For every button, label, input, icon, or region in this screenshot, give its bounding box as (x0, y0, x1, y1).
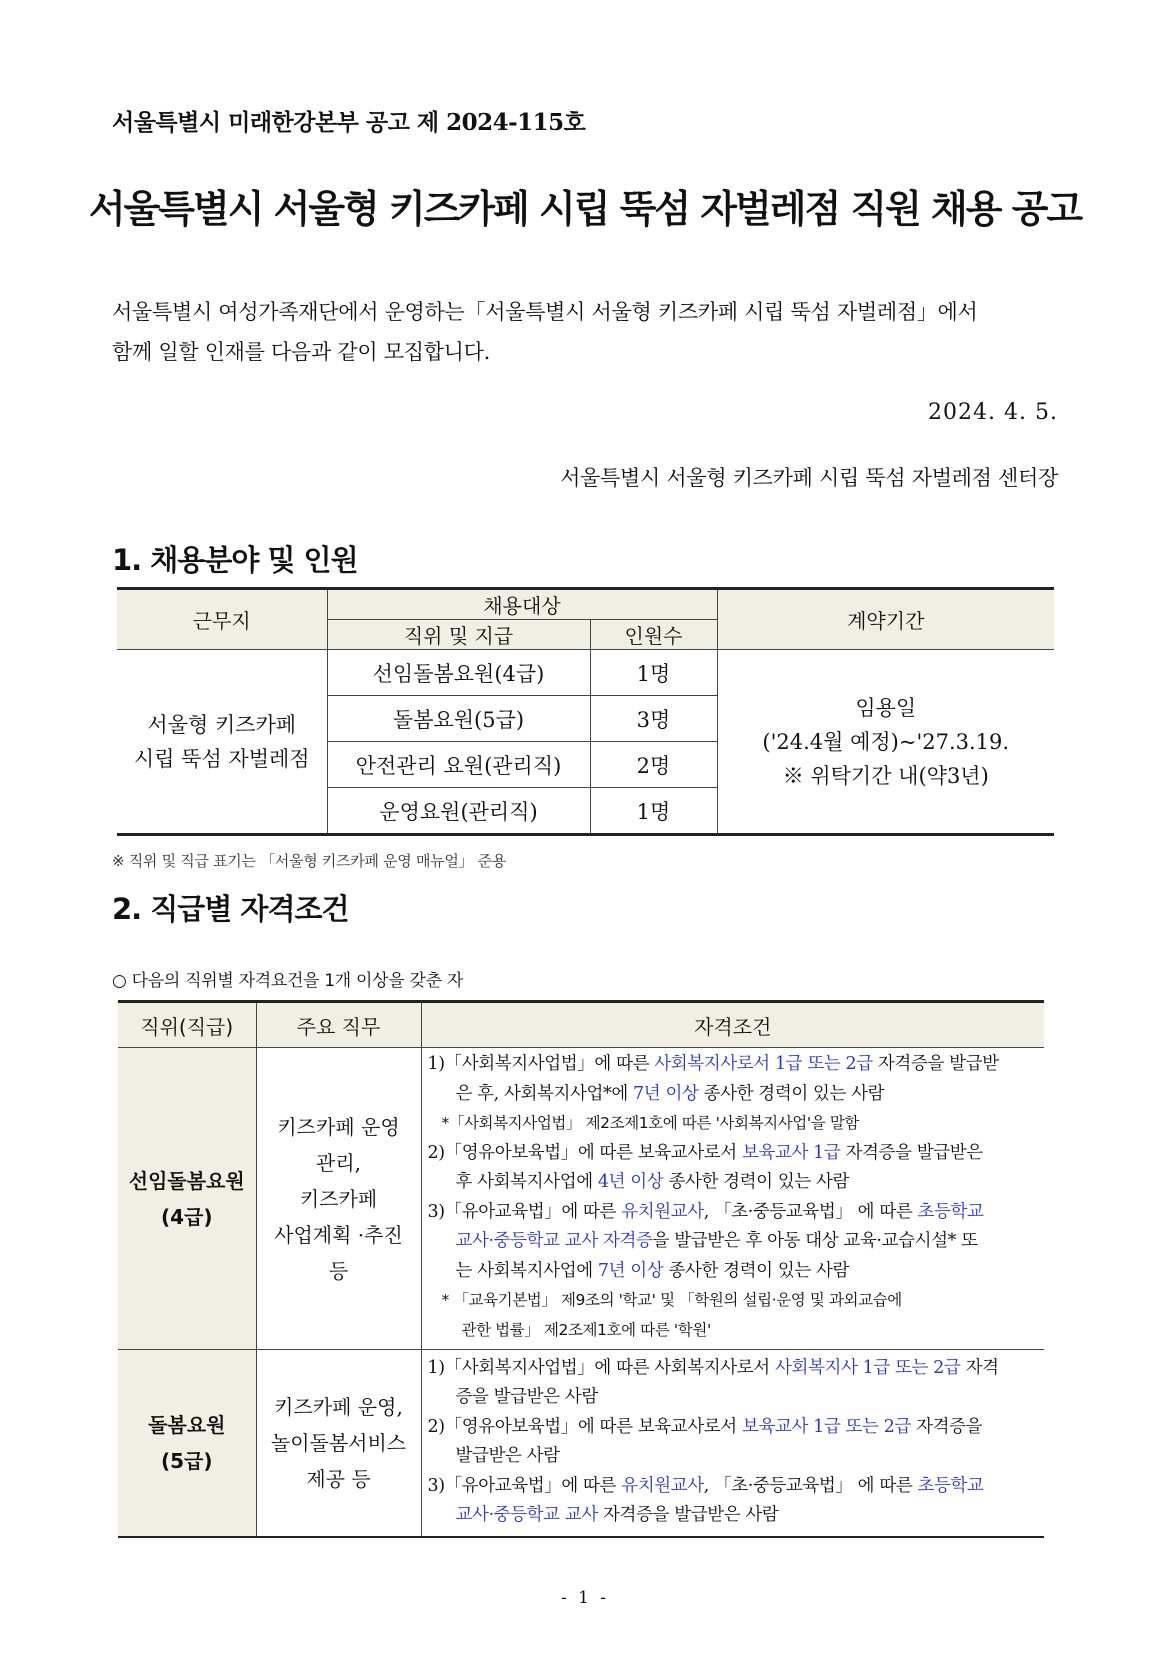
duty-line: 제공 등 (306, 1467, 371, 1491)
table-row (118, 1350, 1044, 1538)
text-segment: 관한 법률」 제2조제1호에 따른 '학원' (461, 1320, 711, 1339)
highlighted-text: 유치원교사 (621, 1475, 704, 1496)
table-row (117, 650, 1054, 696)
duty-line: 키즈카페 운영 (277, 1114, 400, 1139)
duty-line: 키즈카페 운영, (274, 1395, 403, 1419)
position-cell: 운영요원(관리직) (327, 788, 590, 835)
text-segment: 3)「유아교육법」에 따른 (427, 1475, 622, 1496)
table-row (118, 1048, 1044, 1350)
text-segment: 2)「영유아보육법」에 따른 보육교사로서 (427, 1416, 742, 1437)
qualification-line (428, 1050, 1041, 1080)
text-segment: 자격증을 발급받은 사람 (597, 1505, 779, 1525)
qualification-line (428, 1139, 1041, 1169)
header-position-grade: 직위(직급) (118, 1002, 256, 1048)
position-cell: 선임돌봄요원(4급) (327, 650, 590, 696)
text-segment: 자격증을 (910, 1416, 983, 1437)
highlighted-text: 7년 이상 (633, 1083, 699, 1104)
page-number: - 1 - (560, 1588, 610, 1608)
recruitment-table (117, 587, 1054, 836)
qualification-line (428, 1442, 1041, 1472)
count-cell: 1명 (590, 650, 717, 696)
text-segment: *「사회복지사업법」 제2조제1호에 따른 '사회복지사업'을 말함 (441, 1114, 859, 1132)
text-segment: 3)「유아교육법」에 따른 (427, 1201, 622, 1222)
highlighted-text: 7년 이상 (597, 1260, 664, 1281)
document-title: 서울특별시 서울형 키즈카페 시립 뚝섬 자벌레점 직원 채용 공고 (88, 187, 1082, 231)
contract-cell: 임용일 ('24.4월 예정)~'27.3.19. ※ 위탁기간 내(약3년) (717, 650, 1054, 835)
qualification-line (428, 1168, 1041, 1198)
qualification-intro: ○ 다음의 직위별 자격요건을 1개 이상을 갖춘 자 (112, 971, 463, 991)
text-segment: 2)「영유아보육법」에 따른 보육교사로서 (427, 1142, 742, 1163)
highlighted-text: 4년 이상 (597, 1172, 664, 1192)
highlighted-text: 초등학교 (917, 1475, 984, 1496)
qualification-line (428, 1080, 1041, 1110)
notice-date: 2024. 4. 5. (928, 400, 1058, 425)
intro-paragraph (112, 292, 1062, 372)
workplace-cell: 서울형 키즈카페 시립 뚝섬 자벌레점 (117, 650, 327, 835)
text-segment: , 「초·중등교육법」 에 따른 (703, 1475, 918, 1496)
text-segment: 자격증을 발급받은 (840, 1142, 983, 1163)
qualification-line (428, 1354, 1041, 1384)
qualification-line (428, 1413, 1041, 1443)
qualification-line (428, 1286, 1041, 1316)
position-cell: 돌봄요원(5급) (327, 696, 590, 742)
count-cell: 1명 (590, 788, 717, 835)
count-cell: 3명 (590, 696, 717, 742)
text-segment: 종사한 경력이 있는 사람 (698, 1083, 885, 1104)
duty-cell (256, 1350, 421, 1538)
header-position: 직위 및 지급 (327, 620, 590, 650)
header-target: 채용대상 (327, 589, 717, 620)
text-segment: 자격 (960, 1357, 999, 1378)
position-cell: 선임돌봄요원 (4급) (118, 1048, 256, 1350)
duty-line: 등 (328, 1258, 349, 1283)
text-segment: * 「교육기본법」 제9조의 '학교' 및 「학원의 설립·운영 및 과외교습에 (441, 1291, 902, 1309)
highlighted-text: 교사·중등학교 교사 (455, 1505, 598, 1525)
header-contract: 계약기간 (717, 589, 1054, 650)
highlighted-text: 교사·중등학교 교사 자격증 (455, 1231, 653, 1251)
section-1-heading: 1. 채용분야 및 인원 (112, 543, 358, 577)
text-segment: 종사한 경력이 있는 사람 (663, 1260, 849, 1281)
position-cell: 안전관리 요원(관리직) (327, 742, 590, 788)
qualification-line (428, 1383, 1041, 1413)
intro-line-2: 함께 일할 인재를 다음과 같이 모집합니다. (112, 340, 491, 364)
section-2-heading: 2. 직급별 자격조건 (112, 892, 349, 926)
text-segment: 증을 발급받은 사람 (455, 1387, 598, 1407)
text-segment: 은 후, 사회복지사업*에 (455, 1083, 634, 1104)
table-footnote: ※ 직위 및 직급 표기는 「서울형 키즈카페 운영 매뉴얼」 준용 (112, 852, 507, 870)
qualification-line (428, 1109, 1041, 1139)
text-segment: 을 발급받은 후 아동 대상 교육·교습시설* 또 (652, 1231, 978, 1251)
intro-line-1: 서울특별시 여성가족재단에서 운영하는「서울특별시 서울형 키즈카페 시립 뚝섬 자벌레점」에서 (112, 300, 978, 324)
duty-line: 사업계획 ·추진 (274, 1222, 403, 1247)
notice-number: 서울특별시 미래한강본부 공고 제 2024-115호 (112, 109, 586, 136)
qualification-line (428, 1227, 1041, 1257)
text-segment: 발급받은 사람 (455, 1446, 560, 1466)
highlighted-text: 유치원교사 (621, 1201, 704, 1222)
qualification-cell (421, 1350, 1044, 1538)
highlighted-text: 초등학교 (917, 1201, 984, 1222)
qualification-cell (421, 1048, 1044, 1350)
qualification-line (428, 1316, 1041, 1346)
position-cell: 돌봄요원 (5급) (118, 1350, 256, 1538)
highlighted-text: 보육교사 1급 또는 2급 (741, 1416, 911, 1437)
header-count: 인원수 (590, 620, 717, 650)
qualification-line (428, 1501, 1041, 1531)
text-segment: 종사한 경력이 있는 사람 (663, 1172, 849, 1192)
text-segment: 1)「사회복지사업법」에 따른 사회복지사로서 (427, 1357, 775, 1378)
header-workplace: 근무지 (117, 589, 327, 650)
highlighted-text: 사회복지사로서 1급 또는 2급 (654, 1054, 873, 1074)
highlighted-text: 사회복지사 1급 또는 2급 (774, 1357, 961, 1378)
duty-line: 놀이돌봄서비스 (270, 1431, 407, 1455)
duty-line: 관리, (316, 1150, 361, 1175)
text-segment: , 「초·중등교육법」 에 따른 (703, 1201, 918, 1222)
text-segment: 는 사회복지사업에 (455, 1260, 598, 1281)
highlighted-text: 보육교사 1급 (741, 1142, 841, 1163)
header-qualification: 자격조건 (421, 1002, 1044, 1048)
text-segment: 1)「사회복지사업법」에 따른 (427, 1054, 655, 1074)
text-segment: 후 사회복지사업에 (455, 1172, 598, 1192)
qualification-line (428, 1198, 1041, 1228)
duty-cell (256, 1048, 421, 1350)
text-segment: 자격증을 발급받 (872, 1054, 999, 1074)
header-main-duty: 주요 직무 (256, 1002, 421, 1048)
qualification-line (428, 1472, 1041, 1502)
count-cell: 2명 (590, 742, 717, 788)
signer: 서울특별시 서울형 키즈카페 시립 뚝섬 자벌레점 센터장 (560, 466, 1058, 490)
qualification-line (428, 1257, 1041, 1287)
duty-line: 키즈카페 (299, 1186, 378, 1211)
qualification-table (118, 1000, 1044, 1538)
